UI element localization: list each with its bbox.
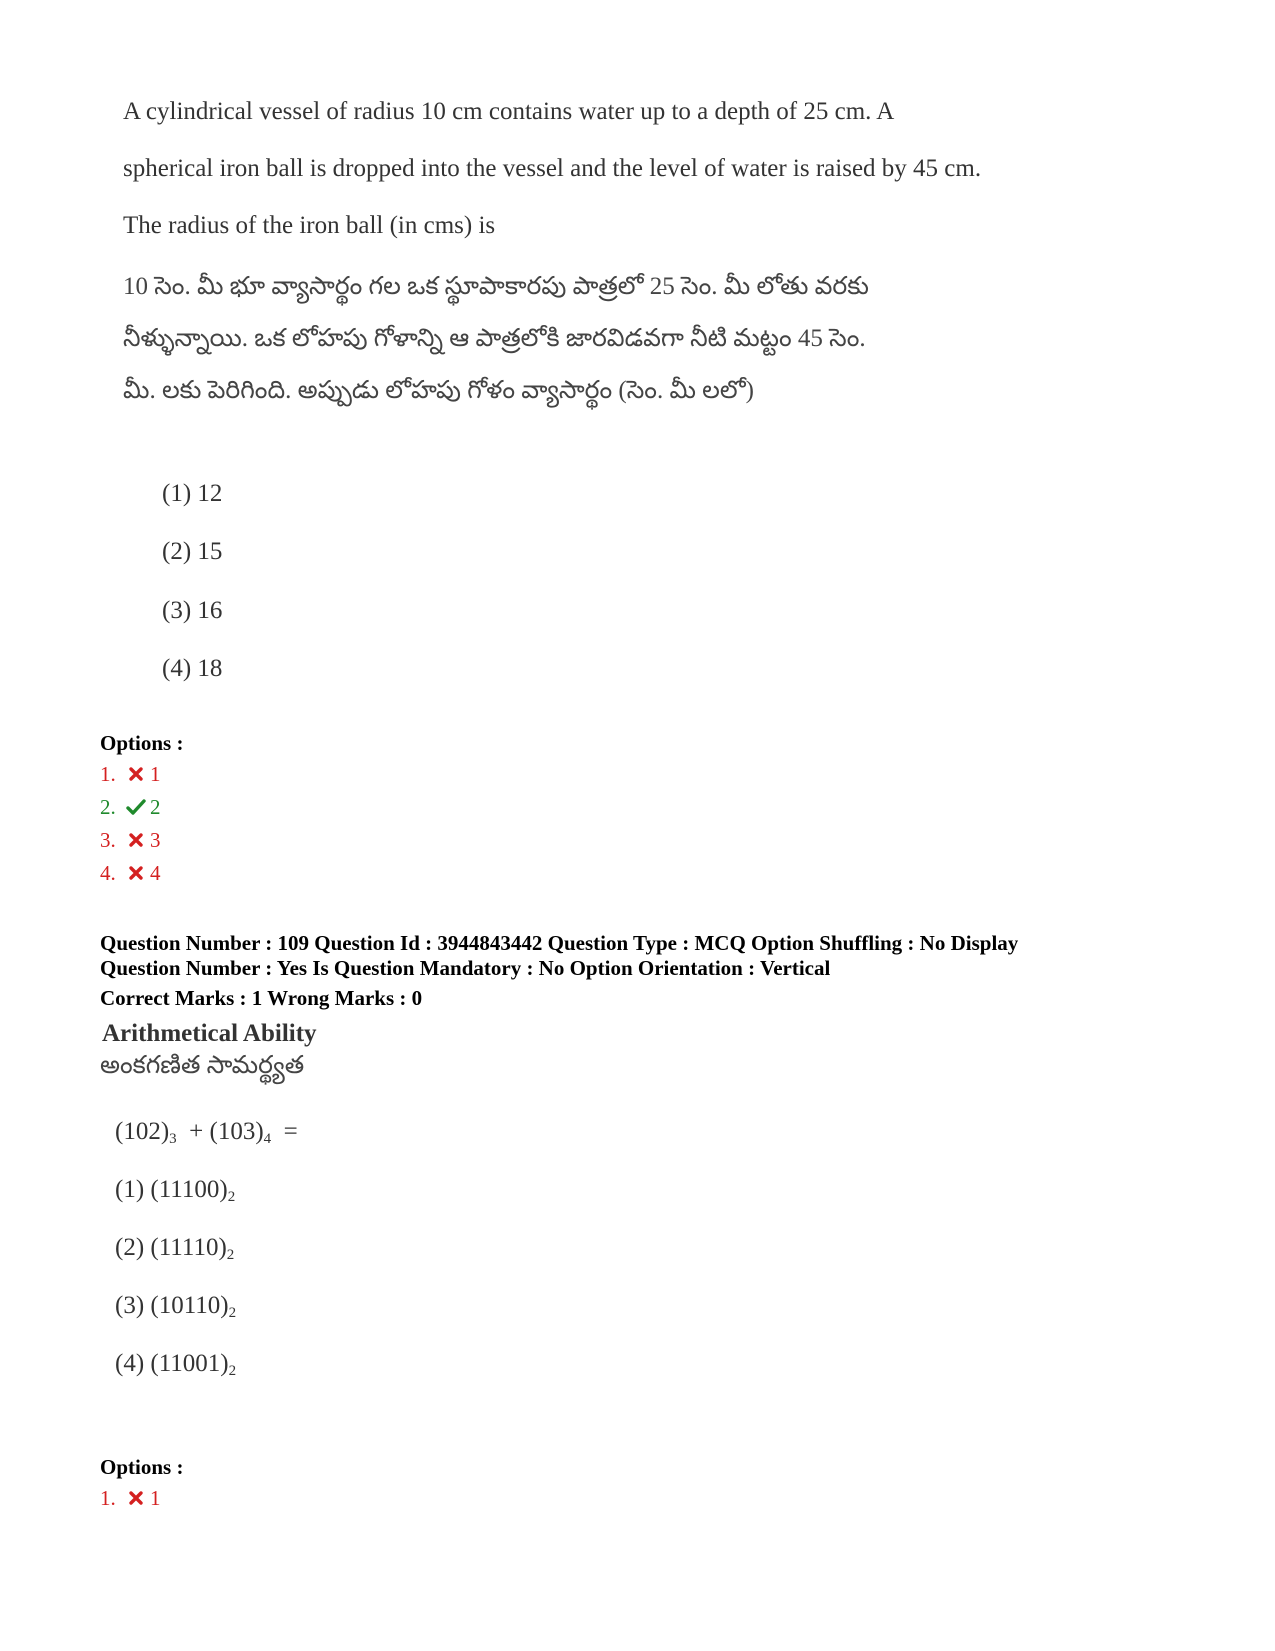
options-heading: Options : (100, 1455, 184, 1479)
question-1-choice-2: (2) 15 (162, 538, 223, 565)
option-number: 3. (100, 827, 116, 852)
question-meta-line-3: Correct Marks : 1 Wrong Marks : 0 (100, 986, 423, 1010)
options-heading: Options : (100, 731, 184, 755)
option-row (100, 859, 161, 887)
option-row (100, 1484, 161, 1512)
question-1-english-line-2: spherical iron ball is dropped into the vessel and the level of water is raised by 45 cm. (123, 155, 982, 182)
cross-icon (122, 865, 150, 881)
question-2-choice-2: (2) $(11110)_2$ (115, 1234, 235, 1263)
option-number: 1. (100, 1485, 116, 1510)
option-number: 2. (100, 794, 116, 819)
section-title: Arithmetical Ability (102, 1020, 317, 1047)
question-meta-line-1: Question Number : 109 Question Id : 3944843442 Question Type : MCQ Option Shuffling : No Display (100, 931, 1019, 955)
option-number: 1. (100, 761, 116, 786)
option-value: 1 (150, 1485, 161, 1510)
option-value: 4 (150, 860, 161, 885)
question-1-choice-1: (1) 12 (162, 480, 223, 507)
question-1-english-line-1: A cylindrical vessel of radius 10 cm contains water up to a depth of 25 cm. A (123, 98, 895, 125)
question-2-choice-3: (3) $(10110)_2$ (115, 1292, 237, 1321)
question-1-choice-3: (3) 16 (162, 597, 223, 624)
cross-icon (122, 766, 150, 782)
option-row (100, 826, 161, 854)
section-title-telugu: అంకగణిత సామర్థ్యత (100, 1052, 305, 1079)
cross-icon (122, 832, 150, 848)
question-2-choice-4: (4) $(11001)_2$ (115, 1350, 237, 1379)
option-row (100, 793, 161, 821)
question-1-telugu-line-2: నీళ్ళున్నాయి. ఒక లోహపు గోళాన్ని ఆ పాత్రలోకి జారవిడవగా నీటి మట్టం 45 సెం. (123, 325, 866, 352)
question-1-telugu-line-1: 10 సెం. మీ భూ వ్యాసార్థం గల ఒక స్థూపాకారపు పాత్రలో 25 సెం. మీ లోతు వరకు (123, 273, 869, 300)
option-value: 3 (150, 827, 161, 852)
question-1-english-line-3: The radius of the iron ball (in cms) is (123, 212, 496, 239)
question-1-choice-4: (4) 18 (162, 655, 223, 682)
option-value: 1 (150, 761, 161, 786)
option-row (100, 760, 161, 788)
check-icon (122, 799, 150, 815)
question-2-choice-1: (1) $(11100)_2$ (115, 1176, 236, 1205)
question-2-expression: $(102)_3 + (103)_4$ = (115, 1118, 298, 1147)
question-meta-line-2: Question Number : Yes Is Question Mandatory : No Option Orientation : Vertical (100, 956, 831, 980)
cross-icon (122, 1490, 150, 1506)
option-value: 2 (150, 794, 161, 819)
option-number: 4. (100, 860, 116, 885)
question-1-telugu-line-3: మీ. లకు పెరిగింది. అప్పుడు లోహపు గోళం వ్యాసార్థం (సెం. మీ లలో) (123, 377, 754, 404)
